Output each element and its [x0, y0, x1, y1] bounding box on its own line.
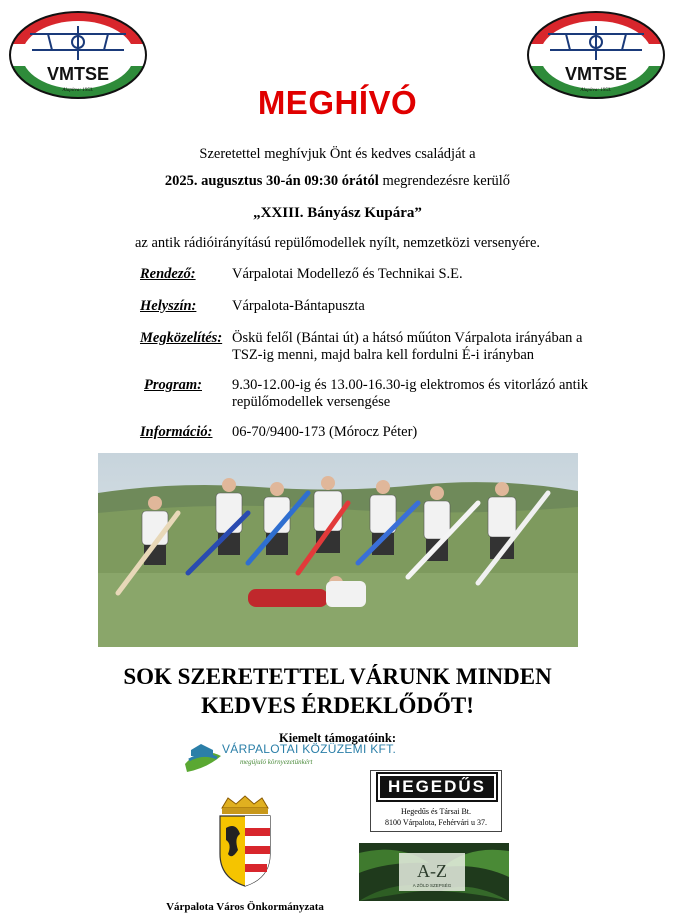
invitation-line-2 — [0, 173, 675, 190]
zold-name-text: A ZÖLD SZEPSÉG — [412, 883, 452, 888]
organizer-value: Várpalotai Modellező és Technikai S.E. — [232, 266, 463, 282]
invitation-line-1: Szeretettel meghívjuk Önt és kedves családját a — [199, 146, 476, 162]
organizer-label: Rendező: — [140, 266, 196, 282]
invitation-line-4: az antik rádióirányítású repülőmodellek nyílt, nemzetközi versenyére. — [134, 235, 541, 251]
kozuzemi-slogan: megújuló környezetünkért — [240, 758, 313, 766]
closing-message — [0, 662, 675, 720]
closing-line-1: SOK SZERETETTEL VÁRUNK MINDEN — [123, 664, 552, 689]
hegedus-address: 8100 Várpalota, Fehérvári u 37. — [384, 818, 488, 827]
kozuzemi-name: VÁRPALOTAI KÖZÜZEMI KFT. — [222, 742, 397, 756]
event-name: „XXIII. Bányász Kupára” — [253, 205, 422, 221]
vmtse-founded-text: Alapítva: 1953. — [62, 88, 94, 93]
varpalota-crest — [214, 794, 276, 890]
vmtse-logo-text: VMTSE — [46, 64, 110, 84]
hegedus-company: Hegedűs és Társai Bt. — [400, 807, 472, 816]
vmtse-logo-text: VMTSE — [564, 64, 628, 84]
closing-line-2: KEDVES ÉRDEKLŐDŐT! — [201, 693, 474, 718]
approach-label: Megközelítés: — [140, 330, 223, 346]
event-date-time: 2025. augusztus 30-án 09:30 órától — [164, 173, 379, 189]
supporters-title: Kiemelt támogatóink: — [279, 731, 396, 745]
onkormanyzat-name: Várpalota Város Önkormányzata — [166, 901, 324, 913]
zold-szepseg-logo — [359, 843, 509, 901]
program-label: Program: — [144, 377, 202, 393]
page-title: MEGHÍVÓ — [257, 84, 418, 121]
zold-logo-text: A-Z — [417, 861, 447, 881]
vmtse-founded-text: Alapítva: 1953. — [580, 88, 612, 93]
hegedus-logo: HEGEDŰS — [376, 772, 498, 802]
group-photo — [98, 453, 578, 647]
location-value: Várpalota-Bántapuszta — [232, 298, 365, 314]
location-label: Helyszín: — [140, 298, 197, 314]
invitation-line-2-rest: megrendezésre kerülő — [378, 173, 511, 189]
info-value: 06-70/9400-173 (Mórocz Péter) — [232, 424, 418, 440]
approach-value: Öskü felől (Bántai út) a hátsó műúton Várpalota irányában a TSZ-ig menni, majd balra kell fordulni É-i irányban — [232, 330, 583, 363]
info-label: Információ: — [140, 424, 213, 440]
program-value: 9.30-12.00-ig és 13.00-16.30-ig elektromos és vitorlázó antik repülőmodellek versengése — [232, 377, 588, 410]
